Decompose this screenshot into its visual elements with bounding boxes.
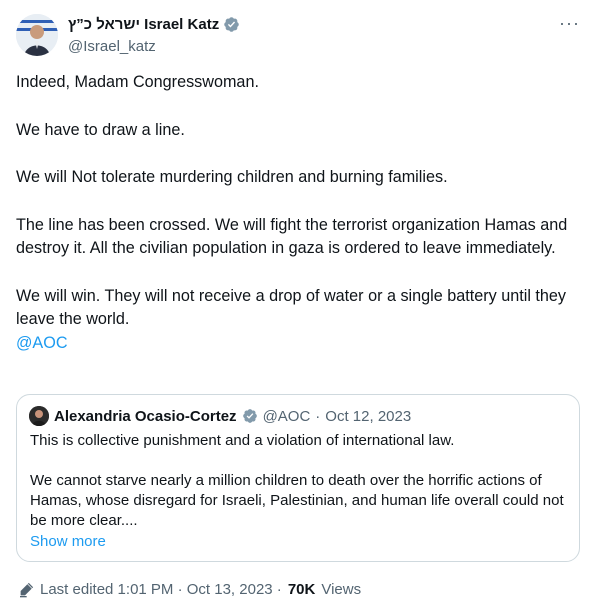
quoted-paragraph: This is collective punishment and a violation of international law. [30, 432, 455, 449]
mention-link[interactable]: @AOC [16, 333, 68, 352]
tweet-line: We have to draw a line. [16, 120, 185, 139]
tweet-footer [18, 581, 361, 598]
quoted-author-avatar[interactable] [29, 406, 49, 426]
tweet-header [16, 14, 580, 60]
quoted-author-name[interactable]: Alexandria Ocasio-Cortez [54, 407, 237, 425]
quoted-text [30, 431, 570, 531]
tweet-line: The line has been crossed. We will fight the terrorist organization Hamas and destroy it. All the civilian population in gaza is ordered to leave immediately. [16, 215, 568, 257]
quoted-author-photo-icon [29, 406, 49, 426]
views-label: Views [321, 581, 362, 598]
views-count: 70K [287, 581, 316, 598]
show-more-link[interactable]: Show more [30, 533, 106, 550]
author-name[interactable]: ישראל כ”ץ Israel Katz [68, 16, 220, 33]
quoted-author-handle[interactable]: @AOC [262, 407, 311, 425]
author-avatar[interactable] [16, 14, 58, 56]
edit-pencil-icon [18, 582, 34, 598]
quoted-paragraph: We cannot starve nearly a million children to death over the horrific actions of Hamas, whose disregard for Israeli, Palestinian, and human life overall could not be more clear.... [30, 472, 564, 529]
author-photo-icon [16, 14, 58, 56]
verified-badge-icon[interactable] [242, 408, 258, 424]
quoted-tweet[interactable] [16, 394, 580, 562]
edited-timestamp[interactable]: Last edited 1:01 PM · Oct 13, 2023 · [40, 581, 282, 598]
tweet-text [16, 71, 576, 355]
quoted-date[interactable]: Oct 12, 2023 [325, 407, 412, 425]
tweet-line: We will win. They will not receive a drop of water or a single battery until they leave the world. [16, 286, 567, 328]
author-handle[interactable]: @Israel_katz [68, 38, 156, 55]
tweet-line: We will Not tolerate murdering children and burning families. [16, 168, 448, 186]
more-options-icon[interactable]: ··· [559, 13, 580, 33]
meta-separator: · [315, 407, 321, 425]
verified-badge-icon[interactable] [223, 16, 240, 33]
tweet-line: Indeed, Madam Congresswoman. [16, 73, 259, 91]
